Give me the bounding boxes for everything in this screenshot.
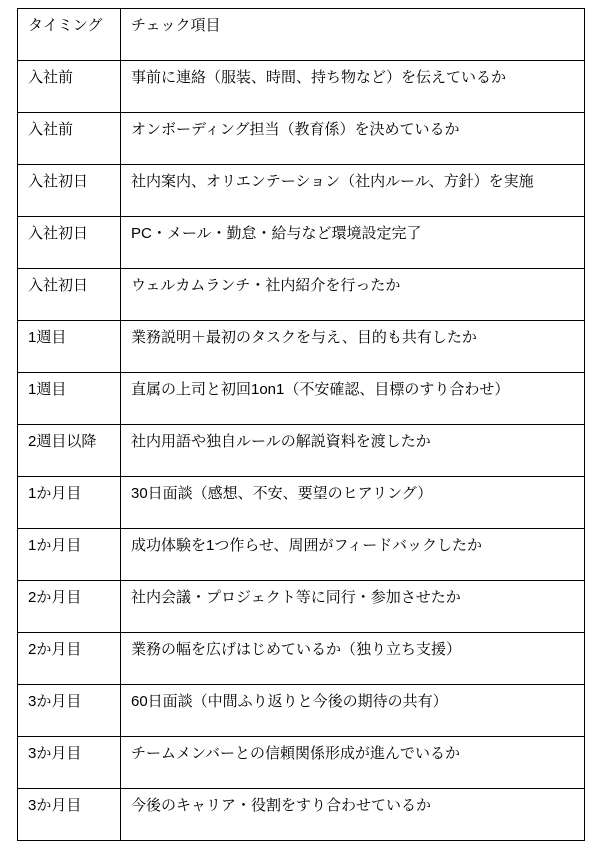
table-row (18, 113, 585, 165)
timing-cell: 入社前 (18, 61, 121, 113)
check-item-cell: 直属の上司と初回1on1（不安確認、目標のすり合わせ） (121, 373, 585, 425)
table-body (18, 61, 585, 841)
timing-cell: 入社初日 (18, 217, 121, 269)
timing-cell: 2か月目 (18, 581, 121, 633)
timing-cell: 1か月目 (18, 529, 121, 581)
table-row (18, 269, 585, 321)
check-item-cell: 業務の幅を広げはじめているか（独り立ち支援） (121, 633, 585, 685)
header-row (18, 9, 585, 61)
check-item-cell: 社内用語や独自ルールの解説資料を渡したか (121, 425, 585, 477)
check-item-cell: 60日面談（中間ふり返りと今後の期待の共有） (121, 685, 585, 737)
timing-cell: 入社初日 (18, 165, 121, 217)
timing-cell: 2週目以降 (18, 425, 121, 477)
check-item-cell: ウェルカムランチ・社内紹介を行ったか (121, 269, 585, 321)
timing-cell: 1週目 (18, 373, 121, 425)
timing-cell: 2か月目 (18, 633, 121, 685)
table-row (18, 165, 585, 217)
onboarding-checklist-table (17, 8, 585, 841)
check-item-cell: 社内会議・プロジェクト等に同行・参加させたか (121, 581, 585, 633)
timing-cell: 入社前 (18, 113, 121, 165)
table-row (18, 789, 585, 841)
table-row (18, 425, 585, 477)
timing-cell: 入社初日 (18, 269, 121, 321)
table-row (18, 321, 585, 373)
table-row (18, 61, 585, 113)
timing-cell: 3か月目 (18, 789, 121, 841)
timing-cell: 1週目 (18, 321, 121, 373)
check-item-cell: 社内案内、オリエンテーション（社内ルール、方針）を実施 (121, 165, 585, 217)
check-item-cell: チームメンバーとの信頼関係形成が進んでいるか (121, 737, 585, 789)
timing-cell: 3か月目 (18, 685, 121, 737)
table-row (18, 477, 585, 529)
check-item-cell: オンボーディング担当（教育係）を決めているか (121, 113, 585, 165)
table-row (18, 581, 585, 633)
timing-cell: 3か月目 (18, 737, 121, 789)
check-item-cell: 事前に連絡（服装、時間、持ち物など）を伝えているか (121, 61, 585, 113)
table-row (18, 685, 585, 737)
table-row (18, 737, 585, 789)
timing-cell: 1か月目 (18, 477, 121, 529)
check-item-cell: 今後のキャリア・役割をすり合わせているか (121, 789, 585, 841)
header-check-item: チェック項目 (121, 9, 585, 61)
table-row (18, 529, 585, 581)
check-item-cell: 30日面談（感想、不安、要望のヒアリング） (121, 477, 585, 529)
check-item-cell: PC・メール・勤怠・給与など環境設定完了 (121, 217, 585, 269)
table-row (18, 217, 585, 269)
table-row (18, 633, 585, 685)
table-row (18, 373, 585, 425)
check-item-cell: 成功体験を1つ作らせ、周囲がフィードバックしたか (121, 529, 585, 581)
check-item-cell: 業務説明＋最初のタスクを与え、目的も共有したか (121, 321, 585, 373)
header-timing: タイミング (18, 9, 121, 61)
